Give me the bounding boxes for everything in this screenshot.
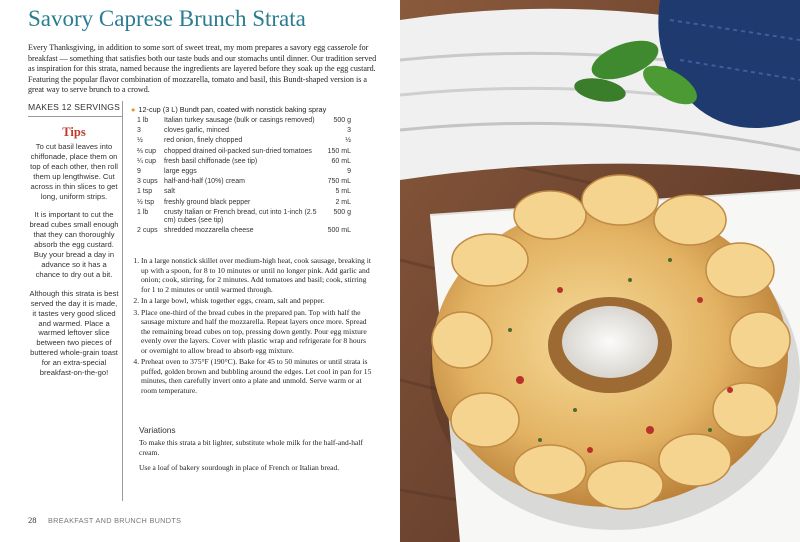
variations-heading: Variations (139, 425, 176, 435)
equipment-text: 12-cup (3 L) Bundt pan, coated with nonstick baking spray (138, 105, 327, 114)
section-name: BREAKFAST AND BRUNCH BUNDTS (48, 516, 182, 525)
ingredient-item: crusty Italian or French bread, cut into 1-inch (2.5 cm) cubes (see tip) (164, 208, 317, 225)
ingredient-row (137, 137, 351, 147)
ingredient-qty: 3 cups (137, 178, 158, 186)
column-divider (122, 101, 123, 501)
ingredient-metric: 500 g (333, 117, 351, 124)
ingredient-qty: 1 lb (137, 208, 149, 216)
recipe-title: Savory Caprese Brunch Strata (28, 6, 306, 31)
ingredient-row (137, 158, 351, 168)
ingredient-item: Italian turkey sausage (bulk or casings removed) (164, 117, 315, 124)
ingredient-item: large eggs (164, 168, 197, 176)
ingredient-metric: 750 mL (327, 178, 351, 186)
bullet-icon: ● (131, 105, 136, 114)
ingredient-item: red onion, finely chopped (164, 137, 243, 145)
ingredient-item: fresh basil chiffonade (see tip) (164, 157, 258, 165)
ingredient-qty: ⅔ cup (137, 147, 157, 155)
strata-photo (400, 0, 800, 542)
ingredients-table (137, 117, 351, 237)
recipe-intro: Every Thanksgiving, in addition to some sort of sweet treat, my mom prepares a savory egg casserole for breakfast — something that satisfies both our taste buds and our stomachs until dinner. Our tradition served as inspiration for this strata, named because the ingredients are layered before they soak up the egg custard. Featuring the popular flavor combination of mozzarella, tomato and basil, this Bundt-shaped version is a great way to serve brunch to a crowd. (28, 43, 377, 95)
method-step: 4. Preheat oven to 375°F (190°C). Bake for 45 to 50 minutes or until strata is puffed, golden brown and bubbling around the edges. Let cool in pan for 15 minutes, then carefully invert onto a plate and unmold. Serve warm or at room temperature. (141, 357, 373, 395)
variations-text (139, 438, 367, 479)
ingredient-row (137, 168, 351, 178)
variation-paragraph: To make this strata a bit lighter, substitute whole milk for the half-and-half cream. (139, 438, 363, 457)
tip-paragraph: To cut basil leaves into chiffonade, place them on top of each other, then roll them up lengthwise. Cut across in thin slices to get long, uniform strips. (30, 142, 118, 201)
ingredient-row (137, 178, 351, 188)
method-step: 1. In a large nonstick skillet over medium-high heat, cook sausage, breaking it up with a spoon, for 8 to 10 minutes or until no longer pink. Add garlic and onion; cook, stirring, for 2 minutes. Add tomatoes and basil; cook, stirring for 1 to 2 minutes or until warmed through. (141, 256, 373, 294)
tip-paragraph: Although this strata is best served the day it is made, it tastes very good sliced and warmed. Place a warmed leftover slice between two pieces of buttered whole-grain toast for an extra-special breakfast-on-the-go! (29, 288, 119, 378)
ingredient-metric: ½ (345, 137, 351, 145)
ingredient-row (137, 199, 351, 209)
ingredient-metric: 500 mL (327, 227, 351, 235)
variation-paragraph: Use a loaf of bakery sourdough in place of French or Italian bread. (139, 463, 340, 472)
strata-photo-illustration (400, 0, 800, 542)
ingredient-qty: 1 tsp (137, 188, 153, 196)
ingredient-metric: 60 mL (331, 157, 351, 165)
ingredient-item: freshly ground black pepper (164, 198, 251, 206)
method-step: 3. Place one-third of the bread cubes in the prepared pan. Top with half the sausage mixture and half the mozzarella. Repeat layers once more. Spread the remaining bread cubes on top, pressing down gently. Pour egg mixture evenly over the layers. Cover with plastic wrap and refrigerate for 8 hours or overnight to allow bread to absorb egg mixture. (141, 308, 373, 356)
page-number: 28 (28, 515, 37, 525)
ingredient-item: cloves garlic, minced (164, 127, 229, 135)
ingredient-qty: 9 (137, 168, 141, 176)
ingredient-row (137, 209, 351, 227)
ingredient-metric: 150 mL (327, 147, 351, 155)
ingredient-metric: 9 (347, 168, 351, 176)
ingredient-item: salt (164, 188, 175, 196)
equipment-line (131, 105, 326, 114)
ingredient-metric: 5 mL (335, 188, 351, 196)
tips-sidebar (28, 142, 120, 387)
ingredient-item: half-and-half (10%) cream (164, 178, 245, 186)
servings-divider (28, 116, 123, 117)
ingredient-row (137, 127, 351, 137)
ingredient-row (137, 148, 351, 158)
ingredient-metric: 2 mL (335, 198, 351, 206)
ingredient-row (137, 117, 351, 127)
ingredient-item: shredded mozzarella cheese (164, 227, 254, 235)
ingredient-qty: ½ (137, 137, 143, 145)
ingredient-item: chopped drained oil-packed sun-dried tomatoes (164, 147, 312, 155)
ingredient-metric: 500 g (333, 208, 351, 216)
tip-paragraph: It is important to cut the bread cubes small enough that they can thoroughly absorb the egg custard. Buy your bread a day in advance so it has a chance to dry out a bit. (29, 210, 119, 279)
ingredient-qty: ½ tsp (137, 198, 155, 206)
ingredient-qty: ¼ cup (137, 157, 157, 165)
ingredient-metric: 3 (347, 127, 351, 135)
method-step: 2. In a large bowl, whisk together eggs, cream, salt and pepper. (141, 296, 373, 306)
ingredient-qty: 1 lb (137, 117, 149, 124)
ingredient-qty: 3 (137, 127, 141, 135)
ingredient-row (137, 188, 351, 198)
ingredient-row (137, 227, 351, 237)
tips-heading: Tips (62, 125, 86, 139)
method-steps (131, 256, 373, 397)
servings-label: MAKES 12 SERVINGS (28, 102, 121, 112)
ingredient-qty: 2 cups (137, 227, 158, 235)
